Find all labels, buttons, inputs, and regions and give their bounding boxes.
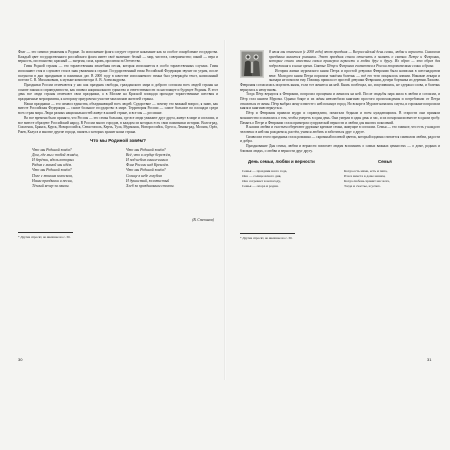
paragraph: Празднование Дня семьи, любви и верности помогает людям вспомнить о самых важных ценностях — о доме, родных и близких людях, о любви и верности друг другу. (240, 144, 440, 153)
gutter (224, 40, 226, 380)
poem-line: Когда есть мама, есть и папа, (344, 169, 388, 174)
paragraph: История жизни муромского князя Петра и простой девушки Февронии была написана в шестнадцатом веке. Молодого князя Петра поразила тяжёлая болезнь — всё его тело покрылось язвами. Никакие лекари и знахари не помогли ему. Помощь пришла от простой девушки Февронии, дочери бортника из деревни Ласково. Феврония согласилась исцелить князя, если тот женится на ней. Князь пообещал, но, исцелившись, не сдержал слова, и болезнь вернулась к нему вновь. (240, 68, 440, 92)
footnote-divider (18, 232, 73, 233)
poem-line: Всё, что в сердце бережём, (126, 152, 171, 157)
paragraph: Во все времена было принято, что Россия — это семья большая, где все люди уважают друг друга, живут в мире и согласии, и все вместе образуют Российский народ. В России много городов, в каждом из которых есть свои памятники истории. Волгоград, Смоленск, Брянск, Курск, Новороссийск, Севастополь, Керчь, Тула, Мурманск, Новороссийск, Одесса, Ленинград, Москва, Орёл, Ржев, Калуга и многие другие города, память о которых хранит наша страна. (18, 115, 218, 134)
poem-line: И берёзки, вдоль которых (32, 158, 74, 163)
poem-line: Семья — праздник всего года, (242, 169, 288, 174)
poem-line: Что мы Родиной зовём? (126, 147, 166, 152)
poem-line: Что мы Родиной зовём? (126, 168, 166, 173)
poem-line: Она согревает в непогоду, (242, 179, 281, 184)
paragraph: Наши праздники — это символ единства, объединяющий всех людей. Сударствие — почему это важный вопрос, я знаю, как вместе Российская Федерация — самое большое государство в мире. Территория России — самое большое по площади среди всех стран мира. Люди разных национальностей живут в нашей стране, и все мы — россияне. (18, 101, 218, 116)
footnote-divider (240, 233, 295, 234)
poem-line: И душистый, золотистый (126, 178, 170, 183)
poem (18, 138, 218, 228)
column-heading: День семьи, любви и верности (248, 159, 315, 165)
poems-two-column (240, 159, 440, 229)
paragraph: Тогда Пётр вернулся к Февронии, попросил прощения и женился на ней. После свадьбы пара жила в любви и согласии, и Пётр стал князем Мурома. Однако бояре и их жёны невзлюбили княгиню простого происхождения и потребовали от Петра отказаться от жены. Пётр выбрал жену и вместе с ней покинул город. Но вскоре в Муроме начались смуты, и горожане попросили князя и княгиню вернуться. (240, 92, 440, 111)
right-page (240, 50, 440, 372)
paragraph: Флаг — это символ уважения к Родине. За исполнение флага следует строгое наказание как за особое оскорбление государства. Каждый цвет государственного российского флага имеет своё значение: белый — мир, чистота, совершенство; синий — вера и верность, постоянство; красный — энергия, сила, кровь, пролитая за Отечество. (18, 50, 218, 64)
poem-line: Тогда и счастье, и успех. (344, 183, 381, 188)
poem-line: Что мы Родиной зовём? (32, 147, 72, 152)
paragraph: Гимн Родной страны — это торжественная хвалебная песня, которая исполняется в особо торжественных случаях. Гимн исполняют стоя и слушают стоя в знак уважения к стране. Государственный гимн Российской Федерации звучит по утрам, после полуночи в дни праздников и памятных дат. В 2000 году в качестве исполняемого гимна был утверждён текст, написанный поэтом С. В. Михалковым, к музыке композитора А. В. Александрова. (18, 64, 218, 83)
poem-column-right (126, 148, 221, 190)
saints-icon-image (240, 50, 264, 78)
column-text (242, 169, 334, 188)
poem-line: Дом, где мы с тобой живём, (32, 152, 79, 157)
footnote: * Другие спросят, но внешнее на с. 30. (18, 234, 71, 239)
poem-column-left (32, 148, 127, 190)
poem-line: И под небом синим-синим (126, 158, 168, 163)
page-number-left: 30 (18, 357, 23, 362)
poem-line: Когда любовь хранит нас всех, (344, 179, 390, 184)
intro-paragraph: 8 июля мы отмечаем (с 2008 года) этот праздник — Всероссийский день семьи, любви и верности. Символом праздника является ромашка. Этот праздник стали отмечать в память о святых Петре и Февронии, которые стали известны своим примером верности и любви друг к другу. Их образ — это образ для подражания и в наше время. Святые Пётр и Феврония считаются в России покровителями семьи и брака. (269, 50, 440, 69)
paragraph: Пётр и Феврония правили мудро и справедливо, помогали бедным и всем нуждающимся. В старости они приняли монашество и молились о том, чтобы умереть в один день. Они умерли в один день и час, и их похоронили вместе в одном гробу. Память о Петре и Февронии стала примером супружеской верности и любви для многих поколений. (240, 111, 440, 125)
poem-line: Что мы Родиной зовём? (32, 168, 72, 173)
poem-author: (В. Степанов) (192, 217, 214, 222)
left-page (18, 50, 218, 372)
paragraph: Праздники России отмечаются у нас как праздник свободы, гражданского мира и доброго согласия всех людей страны на основе закона и справедливости, как символ национального единства и ответственности за настоящее и будущее Родины. В этот день все люди страны отмечают свои праздники, а в Москве на Красной площади проходят торжественные шествия и праздничные мероприятия, к которому приурочено участие миллионов жителей страны. (18, 82, 218, 102)
poem-line: Наши праздники и песни, (32, 178, 73, 183)
page-number-right: 31 (427, 357, 432, 362)
poem-line: Хлеб за праздничным столом. (126, 184, 175, 189)
poem-line: Флаг России над Кремлём. (126, 163, 170, 168)
column-text (344, 169, 436, 188)
poem-line: Семья — опора и родня. (242, 183, 279, 188)
poem-line: Она — солнце ясного дня, (242, 174, 282, 179)
poem-line: Солнце в небе голубом (126, 173, 162, 178)
poem-line: Поле с тонким колоском, (32, 173, 73, 178)
poem-line: И все вместе в доме нашем, (344, 174, 386, 179)
poem-title: Что мы Родиной зовём? (90, 137, 146, 143)
column-heading: Семья (378, 159, 392, 165)
poem-line: Тёплый вечер за окном. (32, 184, 70, 189)
footnote: * Другие спросят, но внешнее на с. 30. (240, 236, 293, 241)
paragraph: Символом этого праздника стала ромашка — скромный полевой цветок, который издавна считается символом любви, радости и добра. (240, 134, 440, 144)
paragraph: В наших любви и счастьем оберегают дружные крепкие семьи, живущие в согласии. Семья — это главное, что есть у каждого человека: в ней мы рождаемся, растём, учимся любить и заботиться друг о друге. (240, 125, 440, 134)
poem-line: Рядом с мамой мы идём. (32, 163, 72, 168)
icon-painting-icon (240, 50, 264, 78)
